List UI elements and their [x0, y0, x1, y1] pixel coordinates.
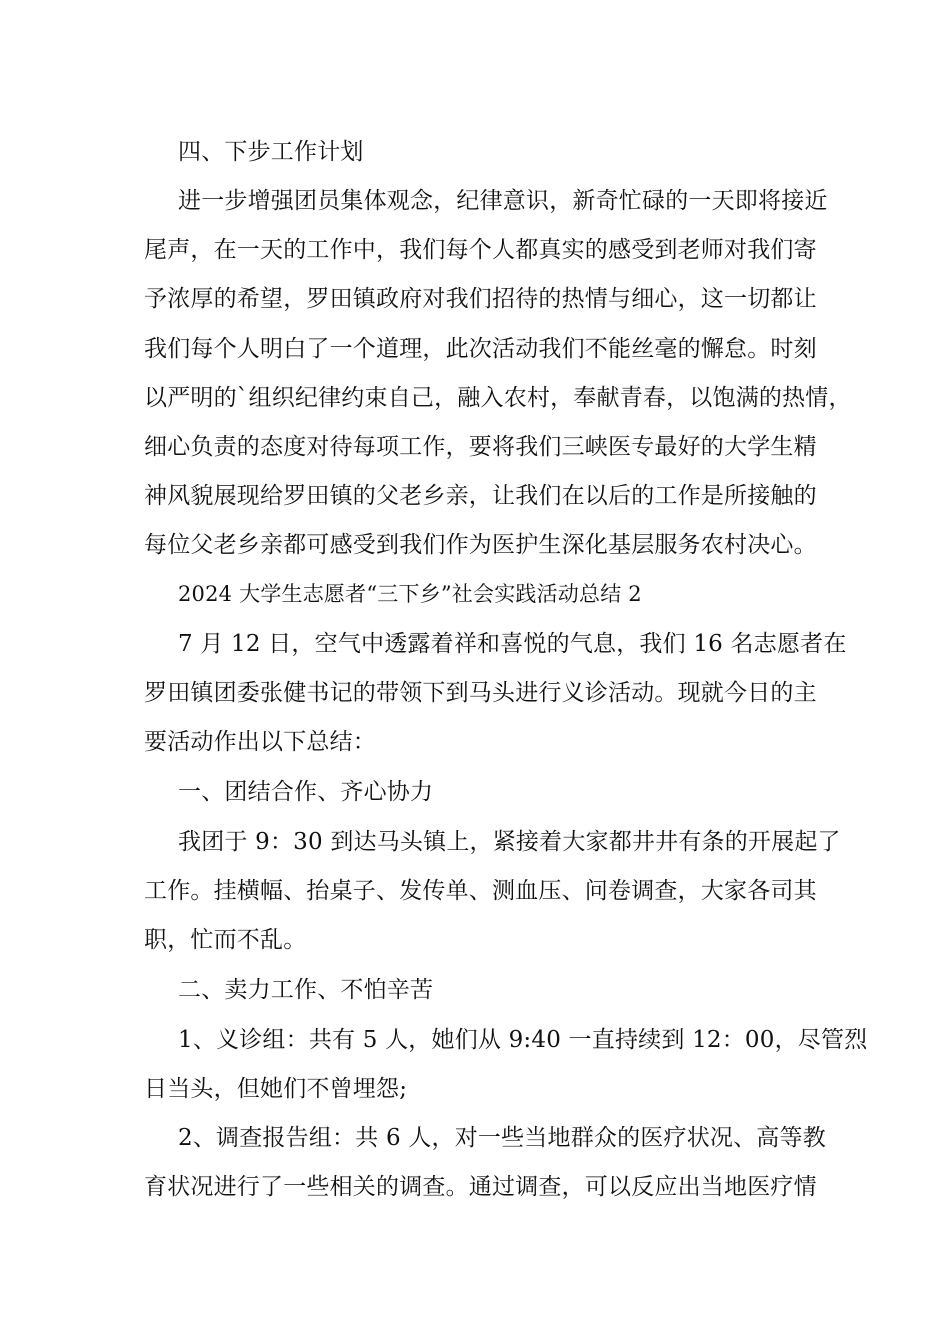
text-line: 一、团结合作、齐心协力 [178, 779, 434, 805]
text-line: 神风貌展现给罗田镇的父老乡亲，让我们在以后的工作是所接触的 [144, 483, 817, 510]
text-line: 罗田镇团委张健书记的带领下到马头进行义诊活动。现就今日的主 [144, 680, 817, 707]
paragraph-survey-group [144, 1114, 834, 1212]
document-subtitle [144, 570, 834, 619]
text-line: 育状况进行了一些相关的调查。通过调查，可以反应出当地医疗情 [144, 1174, 817, 1201]
section-heading-teamwork [144, 768, 834, 817]
text-line: 予浓厚的希望，罗田镇政府对我们招待的热情与细心，这一切都让 [144, 286, 817, 313]
text-line: 细心负责的态度对待每项工作，要将我们三峡医专最好的大学生精 [144, 433, 817, 460]
text-line: 进一步增强团员集体观念，纪律意识，新奇忙碌的一天即将接近 [178, 188, 828, 214]
text-line: 我们每个人明白了一个道理，此次活动我们不能丝毫的懈怠。时刻 [144, 335, 817, 362]
text-line: 7 月 12 日，空气中透露着祥和喜悦的气息，我们 16 名志愿者在 [178, 631, 847, 657]
section-heading-work-plan [144, 128, 834, 177]
text-line: 二、卖力工作、不怕辛苦 [178, 977, 434, 1003]
text-line: 职，忙而不乱。 [144, 927, 307, 954]
text-line: 2、调查报告组：共 6 人，对一些当地群众的医疗状况、高等教 [178, 1125, 826, 1151]
text-line: 工作。挂横幅、抬桌子、发传单、测血压、问卷调查，大家各司其 [144, 878, 817, 905]
text-line: 四、下步工作计划 [178, 139, 364, 165]
text-line: 以严明的`组织纪律约束自己，融入农村，奉献青春，以饱满的热情， [144, 384, 852, 411]
paragraph-july-12 [144, 620, 847, 768]
section-heading-hard-work [144, 966, 834, 1015]
text-line: 2024 大学生志愿者“三下乡”社会实践活动总结 2 [178, 582, 642, 606]
text-line: 每位父老乡亲都可感受到我们作为医护生深化基层服务农村决心。 [144, 532, 817, 559]
paragraph-teamwork [144, 818, 841, 966]
text-line: 日当头，但她们不曾埋怨; [144, 1076, 408, 1103]
text-line: 要活动作出以下总结： [144, 729, 376, 756]
text-line: 尾声，在一天的工作中，我们每个人都真实的感受到老师对我们寄 [144, 237, 817, 264]
paragraph-work-plan [144, 177, 852, 571]
paragraph-clinic-group [144, 1016, 868, 1114]
text-line: 1、义诊组：共有 5 人，她们从 9:40 一直持续到 12：00，尽管烈 [178, 1027, 868, 1053]
text-line: 我团于 9：30 到达马头镇上，紧接着大家都井井有条的开展起了 [178, 829, 841, 855]
